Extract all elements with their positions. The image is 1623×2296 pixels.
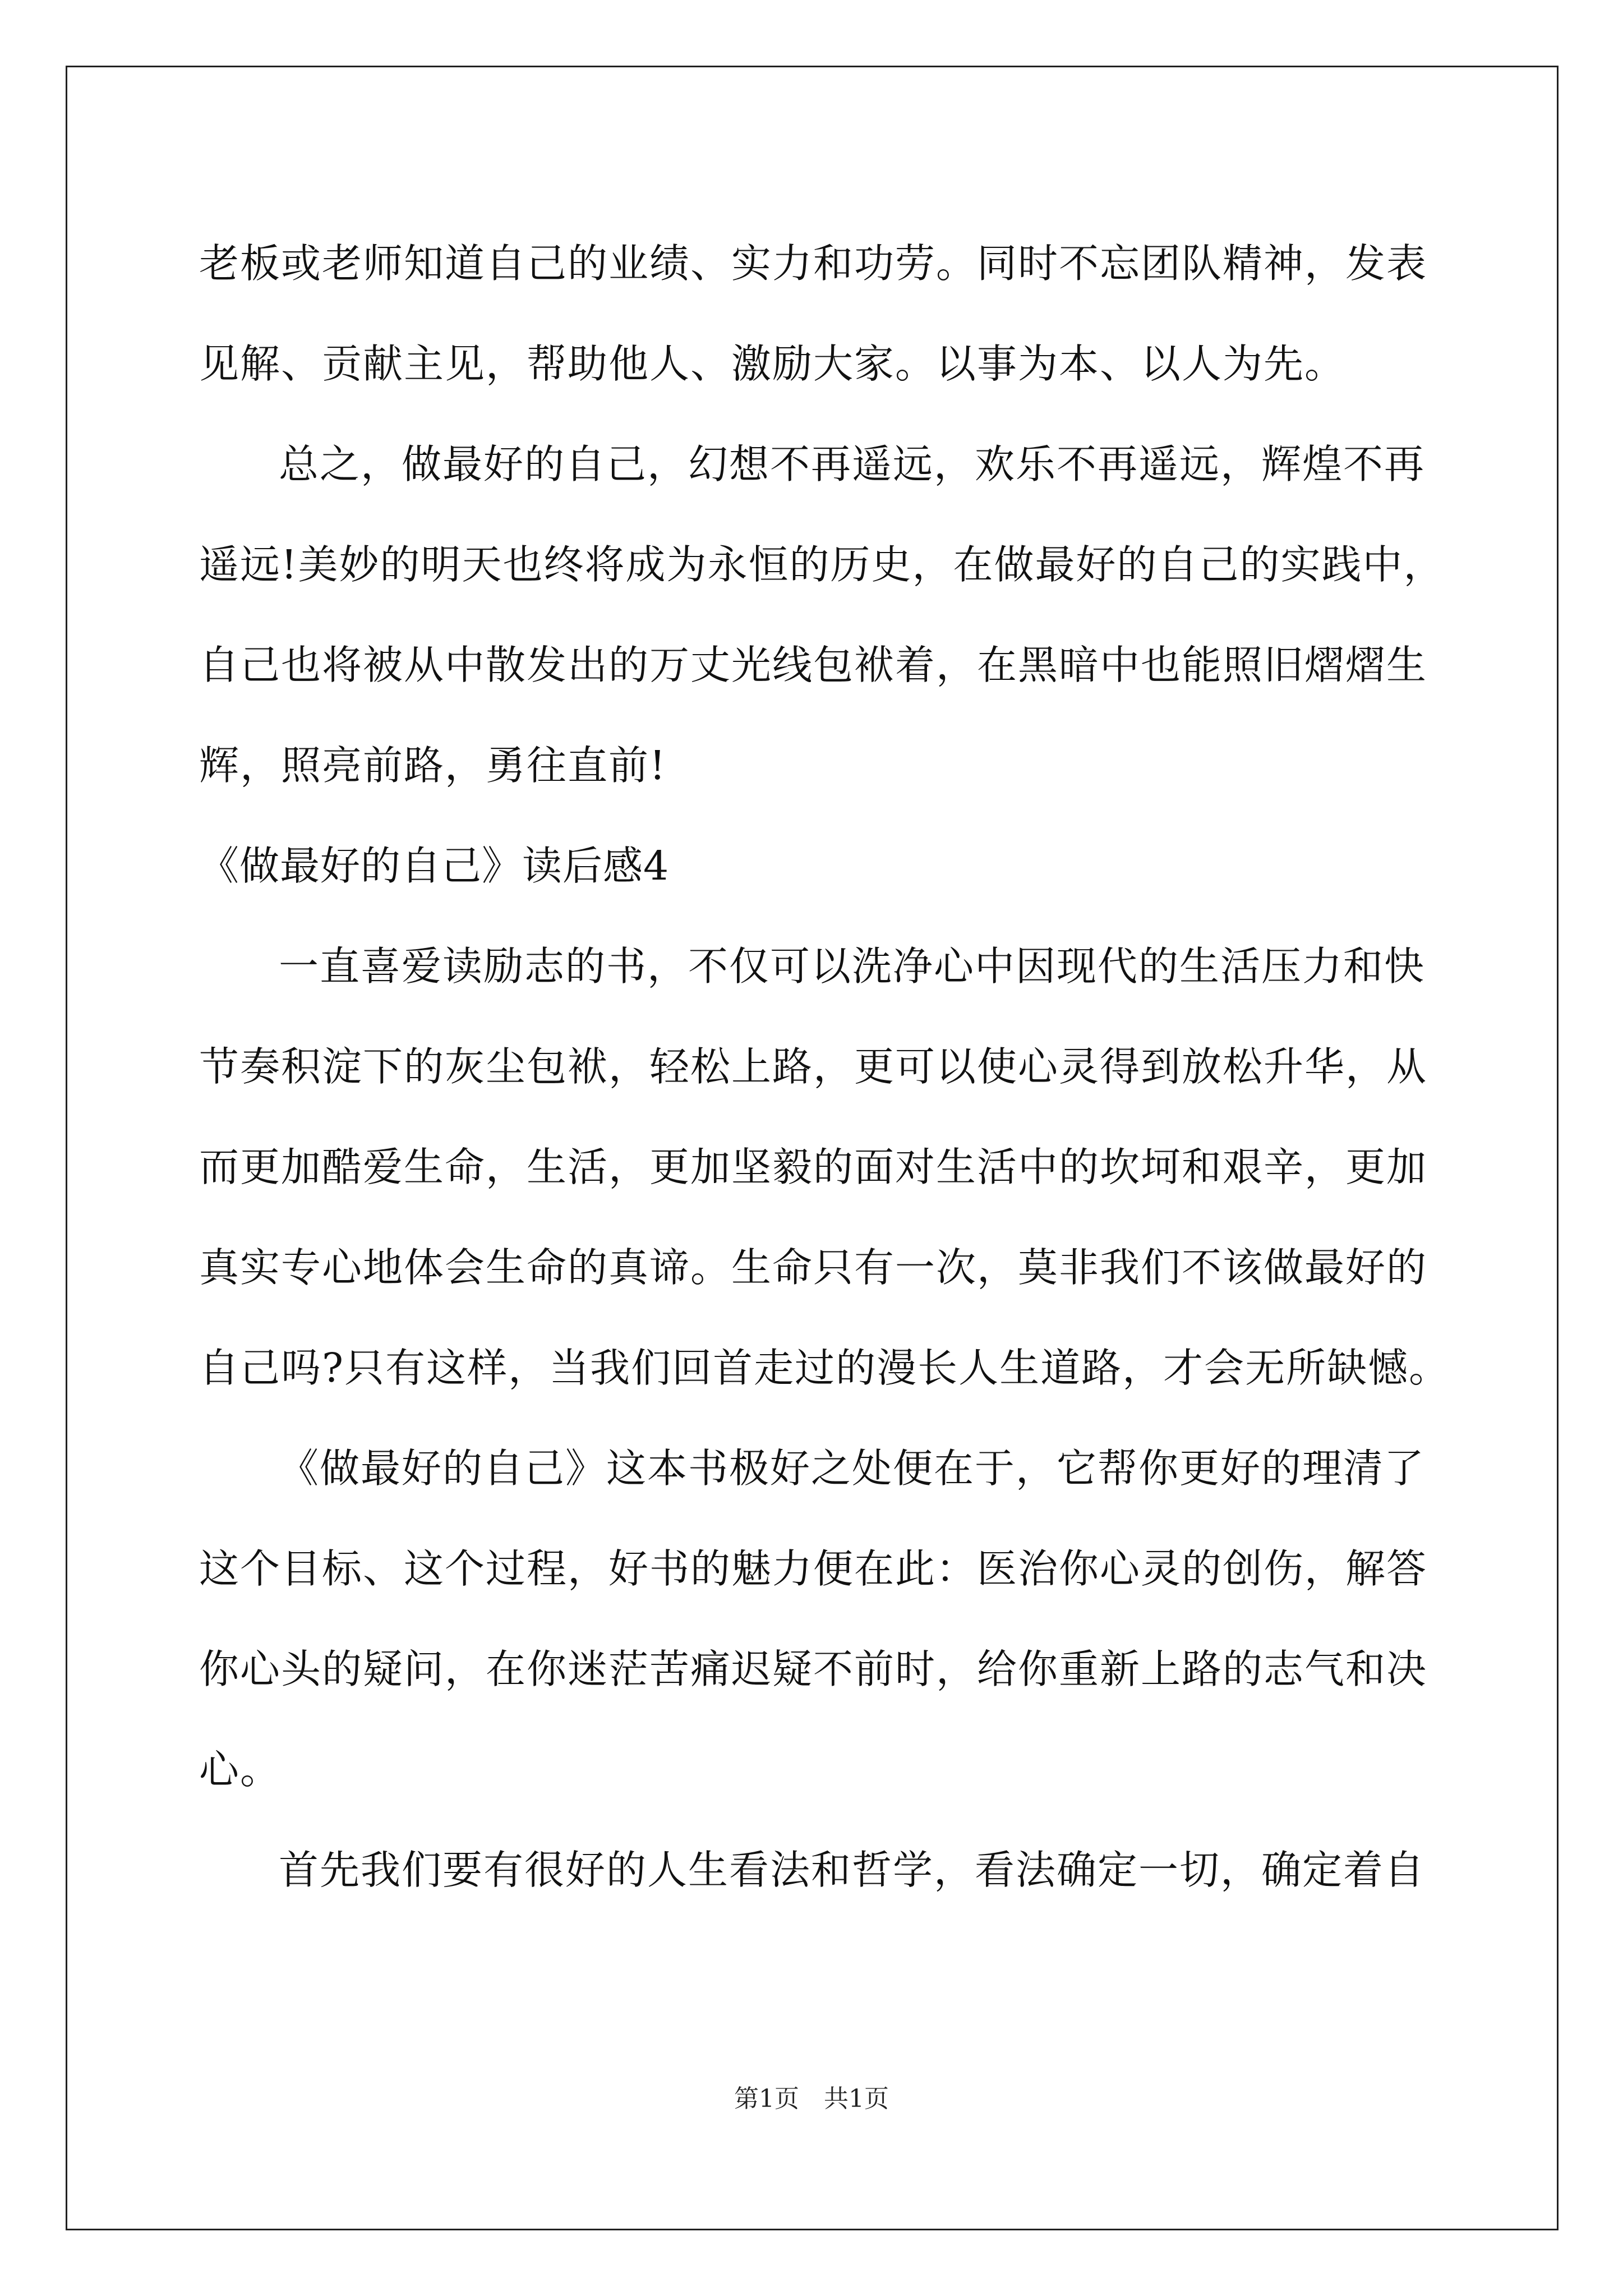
section-heading: 《做最好的自己》读后感4 [199, 843, 670, 889]
text-line: 真实专心地体会生命的真谛。生命只有一次，莫非我们不该做最好的 [199, 1244, 1428, 1291]
text-line: 《做最好的自己》这本书极好之处便在于，它帮你更好的理清了 [279, 1445, 1426, 1492]
text-line: 这个目标、这个过程，好书的魅力便在此：医治你心灵的创伤，解答 [199, 1545, 1428, 1592]
text-line: 遥远!美妙的明天也终将成为永恒的历史，在做最好的自己的实践中， [199, 541, 1445, 588]
text-line: 首先我们要有很好的人生看法和哲学，看法确定一切，确定着自 [279, 1847, 1426, 1893]
page-number-footer: 第1页 共1页 [734, 2085, 889, 2113]
text-line: 总之，做最好的自己，幻想不再遥远，欢乐不再遥远，辉煌不再 [279, 441, 1426, 487]
text-line: 自己吗?只有这样，当我们回首走过的漫长人生道路，才会无所缺憾。 [199, 1345, 1450, 1391]
text-line: 心。 [199, 1746, 282, 1793]
text-line: 见解、贡献主见，帮助他人、激励大家。以事为本、以人为先。 [199, 341, 1346, 387]
text-line: 节奏积淀下的灰尘包袱，轻松上路，更可以使心灵得到放松升华，从 [199, 1043, 1428, 1090]
text-line: 一直喜爱读励志的书，不仅可以洗净心中因现代的生活压力和快 [279, 943, 1426, 990]
text-line: 辉，照亮前路，勇往直前! [199, 742, 667, 789]
text-line: 自己也将被从中散发出的万丈光线包袱着，在黑暗中也能照旧熠熠生 [199, 642, 1428, 688]
text-line: 而更加酷爱生命，生活，更加坚毅的面对生活中的坎坷和艰辛，更加 [199, 1144, 1428, 1190]
text-line: 你心头的疑问，在你迷茫苦痛迟疑不前时，给你重新上路的志气和决 [199, 1646, 1428, 1692]
text-line: 老板或老师知道自己的业绩、实力和功劳。同时不忘团队精神，发表 [199, 240, 1428, 287]
document-body [199, 213, 1450, 1920]
